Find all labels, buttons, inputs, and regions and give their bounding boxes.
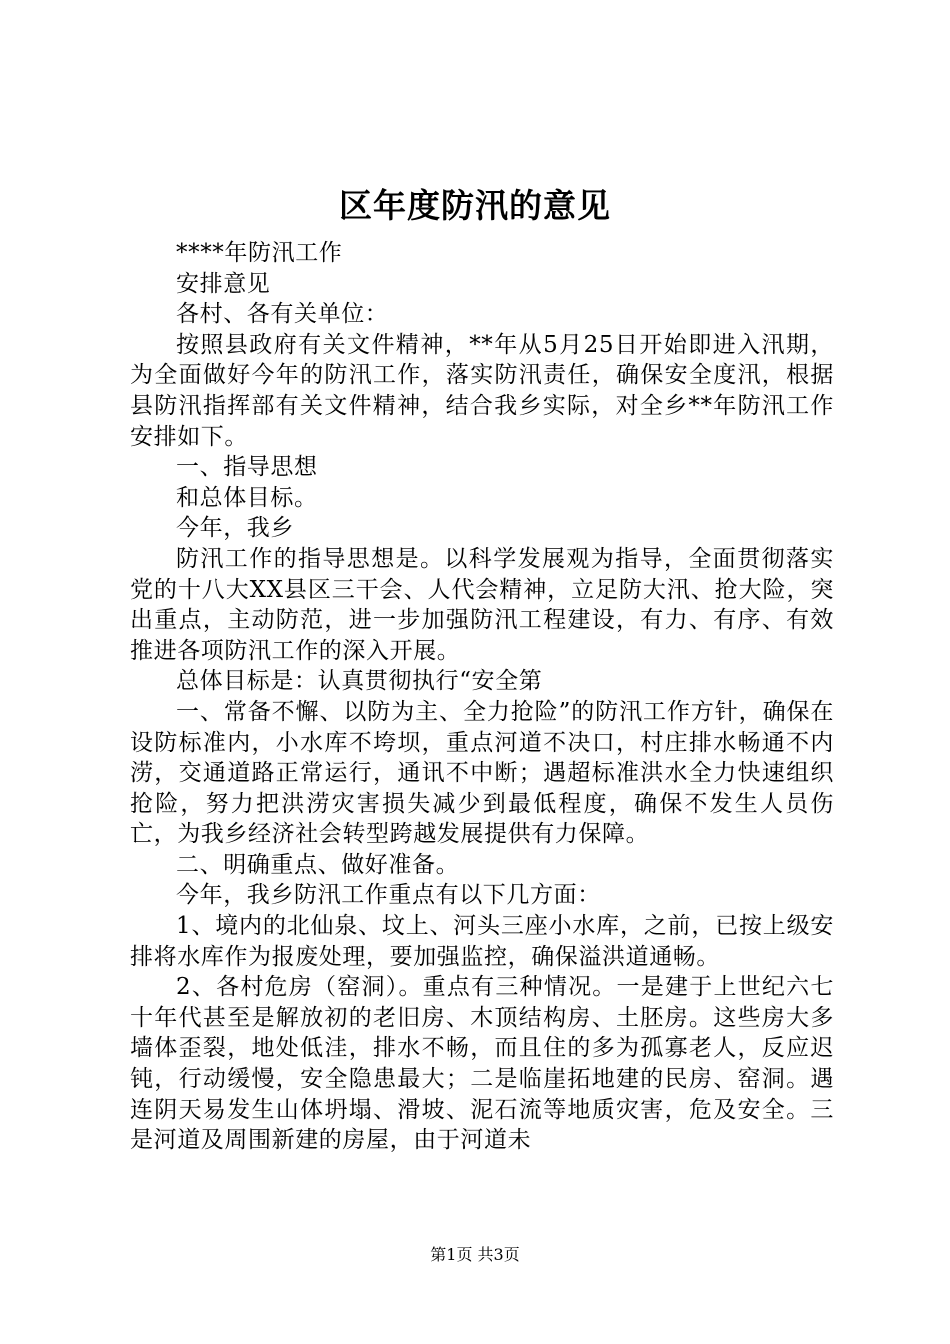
- paragraph: 1、境内的北仙泉、坟上、河头三座小水库，之前，已按上级安排将水库作为报废处理，要加强监控，确保溢洪道通畅。: [130, 913, 834, 970]
- paragraph: 一、指导思想: [176, 454, 318, 481]
- paragraph: 总体目标是：认真贯彻执行“安全第: [176, 668, 543, 695]
- document-title: 区年度防汛的意见: [339, 186, 611, 225]
- paragraph: 2、各村危房（窑洞）。重点有三种情况。一是建于上世纪六七十年代甚至是解放初的老旧房、木顶结构房、土胚房。这些房大多墙体歪裂，地处低洼，排水不畅，而且住的多为孤寡老人，反应迟钝，行动缓慢，安全隐患最大；二是临崖拓地建的民房、窑洞。遇连阴天易发生山体坍塌、滑坡、泥石流等地质灾害，危及安全。三是河道及周围新建的房屋，由于河道未: [130, 974, 834, 1154]
- paragraph: 二、明确重点、做好准备。: [176, 851, 460, 878]
- paragraph: 今年，我乡: [176, 515, 294, 542]
- paragraph: 各村、各有关单位：: [176, 301, 389, 328]
- document-body: [130, 238, 834, 1156]
- paragraph: 安排意见: [176, 270, 271, 297]
- page-footer: 第1页 共3页: [430, 1245, 520, 1264]
- paragraph: 今年，我乡防汛工作重点有以下几方面：: [176, 882, 601, 909]
- paragraph: ****年防汛工作: [176, 240, 343, 266]
- paragraph: 防汛工作的指导思想是。以科学发展观为指导，全面贯彻落实党的十八大XX县区三干会、人代会精神，立足防大汛、抢大险，突出重点，主动防范，进一步加强防汛工程建设，有力、有序、有效推进各项防汛工作的深入开展。: [130, 545, 834, 664]
- paragraph: 按照县政府有关文件精神，**年从5月25日开始即进入汛期，为全面做好今年的防汛工作，落实防汛责任，确保安全度汛，根据县防汛指挥部有关文件精神，结合我乡实际，对全乡**年防汛工作安排如下。: [130, 331, 834, 450]
- paragraph: 一、常备不懈、以防为主、全力抢险”的防汛工作方针，确保在设防标准内，小水库不垮坝，重点河道不决口，村庄排水畅通不内涝，交通道路正常运行，通讯不中断；遇超标准洪水全力快速组织抢险，努力把洪涝灾害损失减少到最低程度，确保不发生人员伤亡，为我乡经济社会转型跨越发展提供有力保障。: [130, 698, 834, 848]
- paragraph: 和总体目标。: [176, 484, 318, 511]
